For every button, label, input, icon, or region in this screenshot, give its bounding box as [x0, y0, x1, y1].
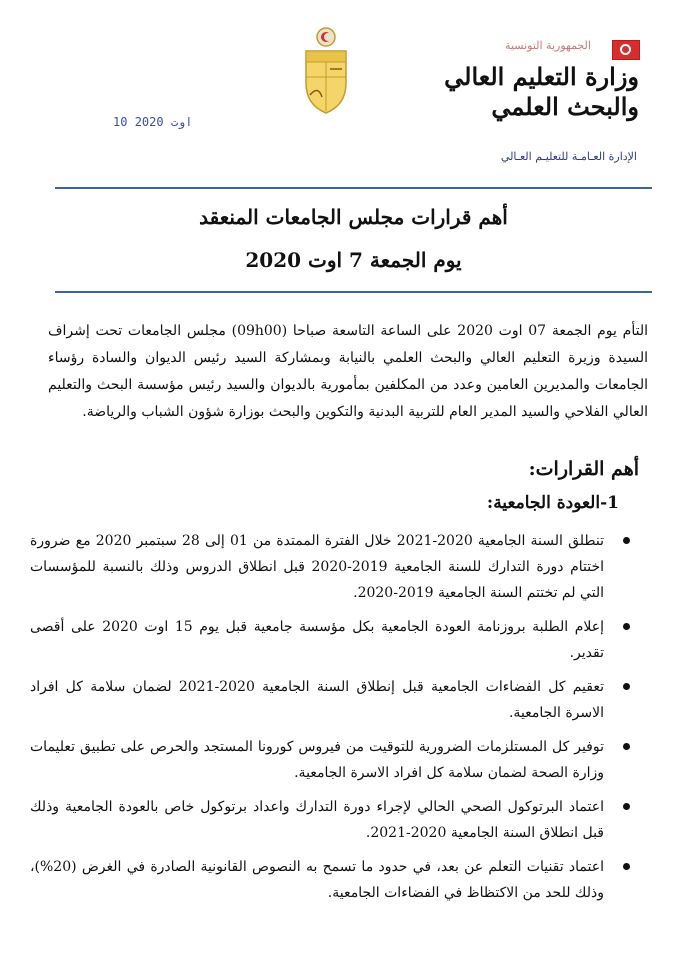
section-heading: 1-العودة الجامعية: — [486, 493, 619, 513]
intro-paragraph: التأم يوم الجمعة 07 اوت 2020 على الساعة التاسعة صباحا (09h00) مجلس الجامعات تحت إشراف السيدة وزيرة التعليم العالي والبحث العلمي بالنيابة وبمشاركة السيد رئيس الديوان والسادة رؤساء الجامعات والمديرين العامين وعدد من المكلفين بمأمورية بالديوان والسيد رئيس مؤسسة البحث والتعليم العالي الفلاحي والسيد المدير العام للتربية البدنية والتكوين والبحث بوزارة شؤون الشباب والرياضة. — [48, 323, 648, 420]
list-item: تعقيم كل الفضاءات الجامعية قبل إنطلاق السنة الجامعية 2020-2021 لضمان سلامة كل افراد الاسرة الجامعية. — [30, 674, 638, 726]
bullet-icon — [623, 683, 630, 690]
decisions-heading: أهم القرارات: — [528, 458, 639, 480]
bullet-icon — [623, 863, 630, 870]
document-subtitle: يوم الجمعة 7 اوت 2020 — [245, 248, 462, 272]
ministry-name — [409, 62, 639, 122]
document-title: أهم قرارات مجلس الجامعات المنعقد — [199, 205, 508, 229]
top-divider — [55, 187, 652, 189]
bullet-icon — [623, 623, 630, 630]
bullet-icon — [623, 803, 630, 810]
document-date: 10 اوت 2020 — [113, 115, 193, 129]
republic-label: الجمهورية التونسية — [505, 39, 591, 52]
list-item: تنطلق السنة الجامعية 2020-2021 خلال الفترة الممتدة من 01 إلى 28 سبتمبر 2020 مع ضرورة اختتام دورة التدارك للسنة الجامعية 2019-2020 قبل انطلاق الدروس وذلك بالنسبة للمؤسسات التي لم تختتم السنة الجامعية 2019-2020. — [30, 528, 638, 606]
list-item: اعتماد البرتوكول الصحي الحالي لإجراء دورة التدارك واعداد برتوكول خاص بالعودة الجامعية وذلك قبل انطلاق السنة الجامعية 2020-2021. — [30, 794, 638, 846]
list-item: توفير كل المستلزمات الضرورية للتوقيت من فيروس كورونا المستجد والحرص على تطبيق تعليمات وزارة الصحة لضمان سلامة كل افراد الاسرة الجامعية. — [30, 734, 638, 786]
tunisia-coat-of-arms-icon — [300, 25, 352, 117]
directorate-label: الإدارة العـامـة للتعليـم العـالي — [500, 150, 637, 163]
bottom-divider — [55, 291, 652, 293]
list-item: إعلام الطلبة بروزنامة العودة الجامعية بكل مؤسسة جامعية قبل يوم 15 اوت 2020 على أقصى تقدير. — [30, 614, 638, 666]
bullet-icon — [623, 743, 630, 750]
ministry-line-2: والبحث العلمي — [491, 92, 639, 121]
decisions-list — [30, 528, 638, 914]
bullet-icon — [623, 537, 630, 544]
tunisia-flag-icon — [612, 40, 640, 60]
ministry-line-1: وزارة التعليم العالي — [444, 62, 639, 91]
list-item: اعتماد تقنيات التعلم عن بعد، في حدود ما تسمح به النصوص القانونية الصادرة في الغرض (20%)، وذلك للحد من الاكتظاظ في الفضاءات الجامعية. — [30, 854, 638, 906]
